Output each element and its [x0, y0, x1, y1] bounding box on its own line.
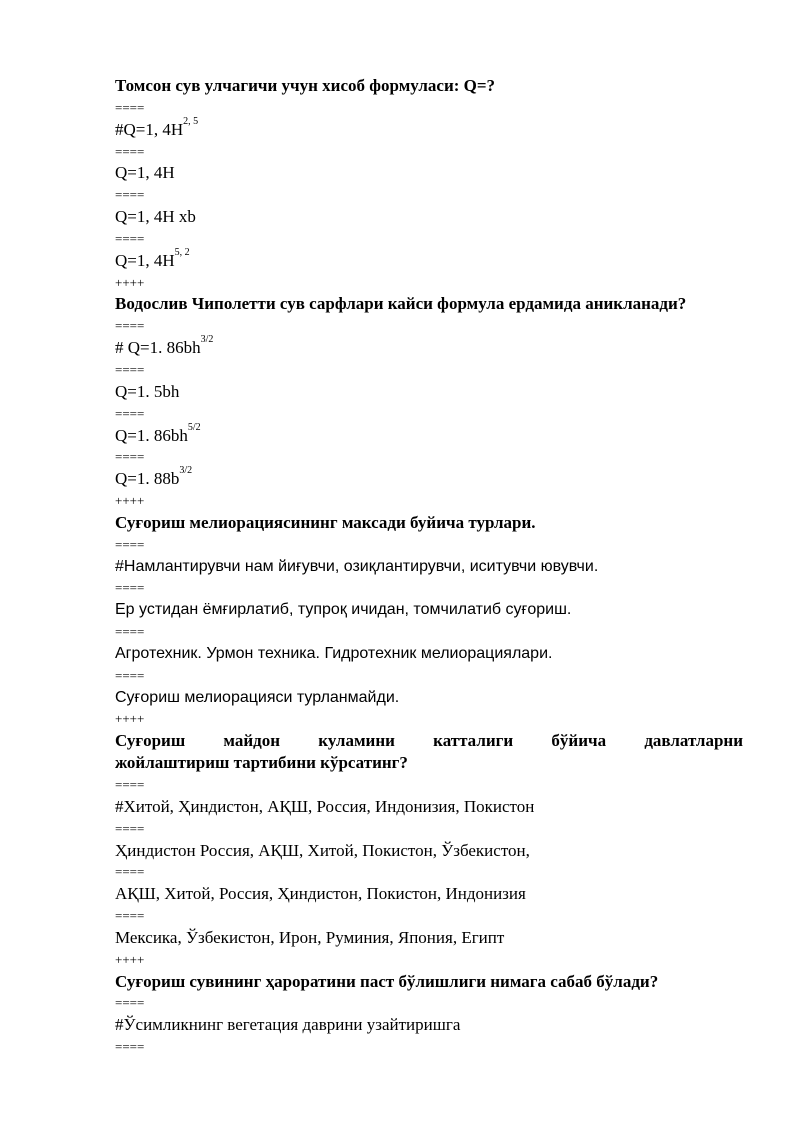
separator: ====	[115, 995, 145, 1011]
superscript: 3/2	[179, 465, 193, 477]
answer-option: Суғориш мелиорацияси турланмайди.	[115, 688, 400, 706]
question-text: Водослив Чиполетти сув сарфлари кайси формула ердамида аникланади?	[115, 294, 687, 314]
superscript: 5/2	[187, 421, 201, 433]
answer-option: Q=1, 4H xb	[115, 207, 196, 227]
answer-option: Мексика, Ўзбекистон, Ирон, Руминия, Япония, Египт	[115, 927, 505, 947]
separator: ====	[115, 187, 145, 203]
answer-option: #Q=1, $4H^{2, 5}$	[115, 115, 199, 139]
superscript: 2, 5	[183, 115, 199, 127]
answer-option: Q=1. $88b^{3/2}$	[115, 465, 193, 489]
block-end-marker: ++++	[115, 951, 145, 967]
document-page	[115, 75, 743, 1058]
superscript: 5, 2	[174, 246, 190, 258]
question-text: Томсон сув улчагичи учун хисоб формуласи: Q=?	[115, 76, 496, 95]
question-text: Суғориш сувининг ҳароратини паст бўлишлиги нимага сабаб бўлади?	[115, 971, 659, 991]
separator: ====	[115, 536, 145, 552]
separator: ====	[115, 864, 145, 880]
block-end-marker: ++++	[115, 274, 145, 290]
block-end-marker: ++++	[115, 493, 145, 509]
separator: ====	[115, 667, 145, 683]
separator: ====	[115, 777, 145, 792]
separator: ====	[115, 318, 145, 334]
block-end-marker: ++++	[115, 711, 145, 727]
answer-option: Q=1. 5bh	[115, 381, 180, 401]
question-text-line2: жойлаштириш тартибини кўрсатинг?	[115, 753, 408, 773]
answer-option: #Ўсимликнинг вегетация даврини узайтиришга	[115, 1015, 461, 1035]
answer-option: Агротехник. Урмон техника. Гидротехник мелиорациялари.	[115, 644, 553, 662]
separator: ====	[115, 1039, 145, 1055]
answer-option: АҚШ, Хитой, Россия, Ҳиндистон, Покистон, Индонизия	[115, 884, 526, 904]
separator: ====	[115, 624, 145, 640]
separator: ====	[115, 405, 145, 421]
answer-option: #Намлантирувчи нам йиғувчи, озиқлантирувчи, иситувчи ювувчи.	[115, 557, 599, 575]
separator: ====	[115, 99, 145, 115]
answer-option: Q=1. $86bh^{5/2}$	[115, 421, 201, 445]
superscript: 3/2	[200, 334, 214, 346]
answer-option: # Q=1. $86bh^{3/2}$	[115, 334, 214, 358]
question-text-line1: Суғориш майдон куламини катталиги бўйича давлатларни	[115, 731, 743, 751]
separator: ====	[115, 580, 145, 596]
answer-option: Ҳиндистон Россия, АҚШ, Хитой, Покистон, Ўзбекистон,	[115, 840, 530, 860]
answer-option: Q=1, $4H^{5, 2}$	[115, 246, 190, 270]
answer-option: #Хитой, Ҳиндистон, АҚШ, Россия, Индонизия, Покистон	[115, 796, 535, 816]
separator: ====	[115, 820, 145, 836]
answer-option: Q=1, 4H	[115, 163, 175, 183]
separator: ====	[115, 143, 145, 159]
answer-option: Ер устидан ёмғирлатиб, тупроқ ичидан, томчилатиб суғориш.	[115, 601, 572, 619]
separator: ====	[115, 449, 145, 465]
question-text: Суғориш мелиорациясининг максади буйича турлари.	[115, 512, 536, 532]
separator: ====	[115, 230, 145, 246]
separator: ====	[115, 908, 145, 924]
separator: ====	[115, 361, 145, 377]
